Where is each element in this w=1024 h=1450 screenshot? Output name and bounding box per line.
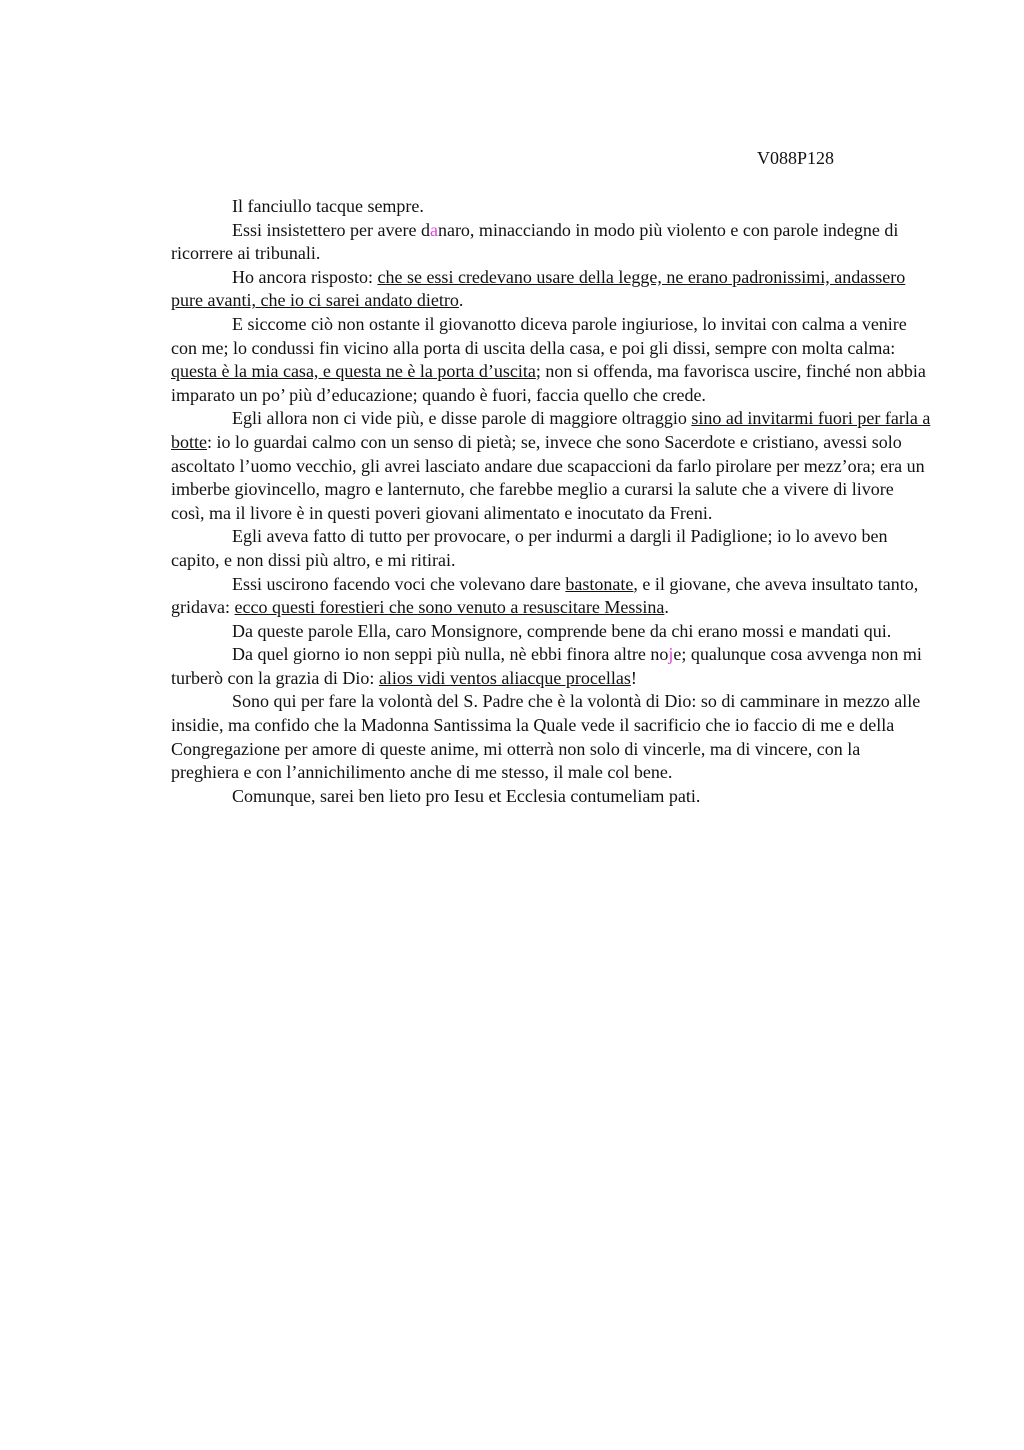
- paragraph: [171, 573, 931, 620]
- paragraph: [171, 620, 931, 644]
- paragraph: [171, 195, 931, 219]
- paragraph: [171, 785, 931, 809]
- letter-body: [171, 195, 931, 808]
- text-run: naro, minacciando in modo più violento e con parole indegne di ricorrere ai tribunali.: [171, 219, 899, 264]
- underlined-text: ecco questi forestieri che sono venuto a resuscitare Messina: [234, 597, 665, 618]
- text-run: !: [630, 667, 637, 688]
- text-run: Il fanciullo tacque sempre.: [232, 196, 424, 216]
- text-run: Egli aveva fatto di tutto per provocare, o per indurmi a dargli il Padiglione; io lo avevo ben capito, e non dissi più altro, e mi ritirai.: [171, 526, 888, 570]
- paragraph: [171, 219, 931, 266]
- paragraph: [171, 643, 931, 690]
- highlighted-letter: j: [668, 644, 674, 665]
- text-run: ; non si offenda, ma favorisca uscire, finché non abbia imparato un po’ più d’educazione; quando è fuori, faccia quello che crede.: [171, 361, 926, 405]
- text-run: , e il giovane, che aveva insultato tanto, gridava:: [171, 573, 919, 618]
- highlighted-letter: a: [429, 219, 438, 240]
- paragraph: [171, 266, 931, 313]
- page-code: V088P128: [757, 148, 835, 168]
- text-run: Da queste parole Ella, caro Monsignore, comprende bene da chi erano mossi e mandati qui.: [232, 620, 892, 641]
- text-run: .: [458, 290, 464, 311]
- underlined-text: alios vidi ventos aliacque procellas: [378, 667, 631, 688]
- paragraph: [171, 313, 931, 407]
- text-run: E siccome ciò non ostante il giovanotto diceva parole ingiuriose, lo invitai con calma a venire con me; lo condussi fin vicino alla porta di uscita della casa, e poi gli dissi, sempre con molta calma:: [171, 313, 907, 358]
- text-run: Egli allora non ci vide più, e disse parole di maggiore oltraggio: [232, 408, 692, 429]
- text-run: Da quel giorno io non seppi più nulla, nè ebbi finora altre no: [232, 644, 669, 665]
- underlined-text: questa è la mia casa, e questa ne è la porta d’uscita: [171, 361, 536, 382]
- text-run: Ho ancora risposto:: [232, 266, 378, 287]
- text-run: Comunque, sarei ben lieto pro Iesu et Ecclesia contumeliam pati.: [232, 785, 701, 806]
- text-run: Essi uscirono facendo voci che volevano dare: [232, 573, 566, 594]
- underlined-text: sino ad invitarmi fuori per farla a botte: [171, 408, 931, 452]
- text-run: Sono qui per fare la volontà del S. Padre che è la volontà di Dio: so di camminare in mezzo alle insidie, ma confido che la Madonna Santissima la Quale vede il sacrificio che io faccio di me e della Congregazione per amore di queste anime, mi otterrà non solo di vincerle, ma di vincere, con la preghiera e con l’annichilimento anche di me stesso, il male col bene.: [171, 691, 921, 783]
- paragraph: [171, 525, 931, 572]
- text-run: : io lo guardai calmo con un senso di pietà; se, invece che sono Sacerdote e cristiano, avessi solo ascoltato l’uomo vecchio, gli avrei lasciato andare due scapaccioni da farlo pirolare per mezz’ora; era un imberbe giovincello, magro e lanternuto, che farebbe meglio a curarsi la salute che a vivere di livore così, ma il livore è in questi poveri giovani alimentato e inocutato da Freni.: [171, 431, 925, 523]
- paragraph: [171, 690, 931, 784]
- text-run: e; qualunque cosa avvenga non mi turberò con la grazia di Dio:: [171, 644, 922, 688]
- text-run: .: [664, 597, 669, 618]
- underlined-text: che se essi credevano usare della legge, ne erano padronissimi, andassero pure avanti, che io ci sarei andato dietro: [171, 266, 906, 311]
- underlined-text: bastonate: [565, 573, 634, 594]
- text-run: Essi insistettero per avere d: [232, 219, 430, 240]
- paragraph: [171, 407, 931, 525]
